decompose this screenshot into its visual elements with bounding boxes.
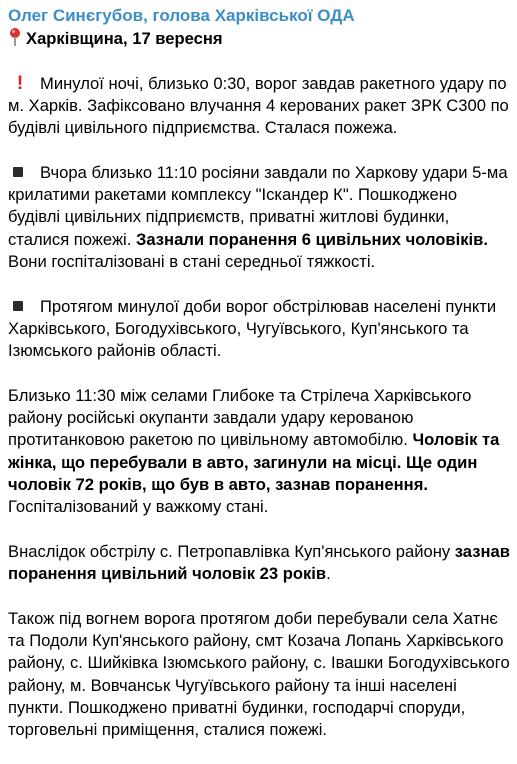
paragraph-text: Госпіталізований у важкому стані. bbox=[8, 497, 269, 517]
paragraph-iskander-strike bbox=[8, 162, 511, 273]
black-square-icon bbox=[13, 167, 23, 177]
paragraph-text: . bbox=[326, 564, 331, 584]
channel-message bbox=[8, 4, 511, 764]
paragraph-text: Близько 11:30 між селами Глибоке та Стрілеча Харківського району російські окупанти завдали удару керованою протитанковою ракетою по цивільному автомобілю. bbox=[8, 385, 472, 450]
paragraph-other-villages bbox=[8, 608, 511, 742]
exclamation-mark-icon: ! bbox=[16, 72, 24, 94]
paragraph-bold-text: Зазнали поранення 6 цивільних чоловіків. bbox=[135, 229, 488, 249]
paragraph-bold-text: Чоловік та жінка, що перебували в авто, загинули на місці. Ще один чоловік 72 років, що був в авто, зазнав поранення. bbox=[8, 430, 500, 494]
message-sender[interactable]: Олег Синєгубов, голова Харківської ОДА bbox=[8, 6, 355, 25]
paragraph-text: Вони госпіталізовані в стані середньої тяжкості. bbox=[8, 251, 376, 271]
paragraph-night-strike bbox=[8, 73, 511, 140]
paragraph-shelling-districts bbox=[8, 296, 511, 363]
paragraph-bold-text: зазнав поранення цивільний чоловік 23 років bbox=[8, 541, 510, 584]
paragraph-text: Протягом минулої доби ворог обстрілював населені пункти Харківського, Богодухівського, Чугуївського, Куп'янського та Ізюмського районів області. bbox=[8, 296, 497, 361]
paragraph-car-strike bbox=[8, 385, 511, 519]
location-text: Харківщина, 17 вересня bbox=[26, 29, 223, 48]
paragraph-text: Також під вогнем ворога протягом доби перебували села Хатнє та Подоли Куп'янського району, смт Козача Лопань Харківського району, с. Шийківка Ізюмського району, с. Івашки Богодухівського району, м. Вовчанськ Чугуївського району та інші населені пункти. Пошкоджено приватні будинки, господарчі споруди, торговельні приміщення, сталися пожежі. bbox=[8, 608, 510, 740]
paragraph-text: Внаслідок обстрілу с. Петропавлівка Куп'янського району bbox=[8, 541, 455, 561]
black-square-icon bbox=[13, 301, 23, 311]
paragraph-petropavlivka bbox=[8, 541, 511, 586]
paragraph-text: Минулої ночі, близько 0:30, ворог завдав ракетного удару по м. Харків. Зафіксовано влучання 4 керованих ракет ЗРК С300 по будівлі цивільного підприємства. Сталася пожежа. bbox=[8, 73, 509, 138]
round-pushpin-icon bbox=[8, 28, 22, 46]
message-location-line bbox=[8, 28, 511, 50]
paragraph-text: Вчора близько 11:10 росіяни завдали по Харкову удари 5-ма крилатими ракетами комплексу "Іскандер К". Пошкоджено будівлі цивільних підприємств, приватні житлові будинки, сталися пожежі. bbox=[8, 162, 508, 249]
